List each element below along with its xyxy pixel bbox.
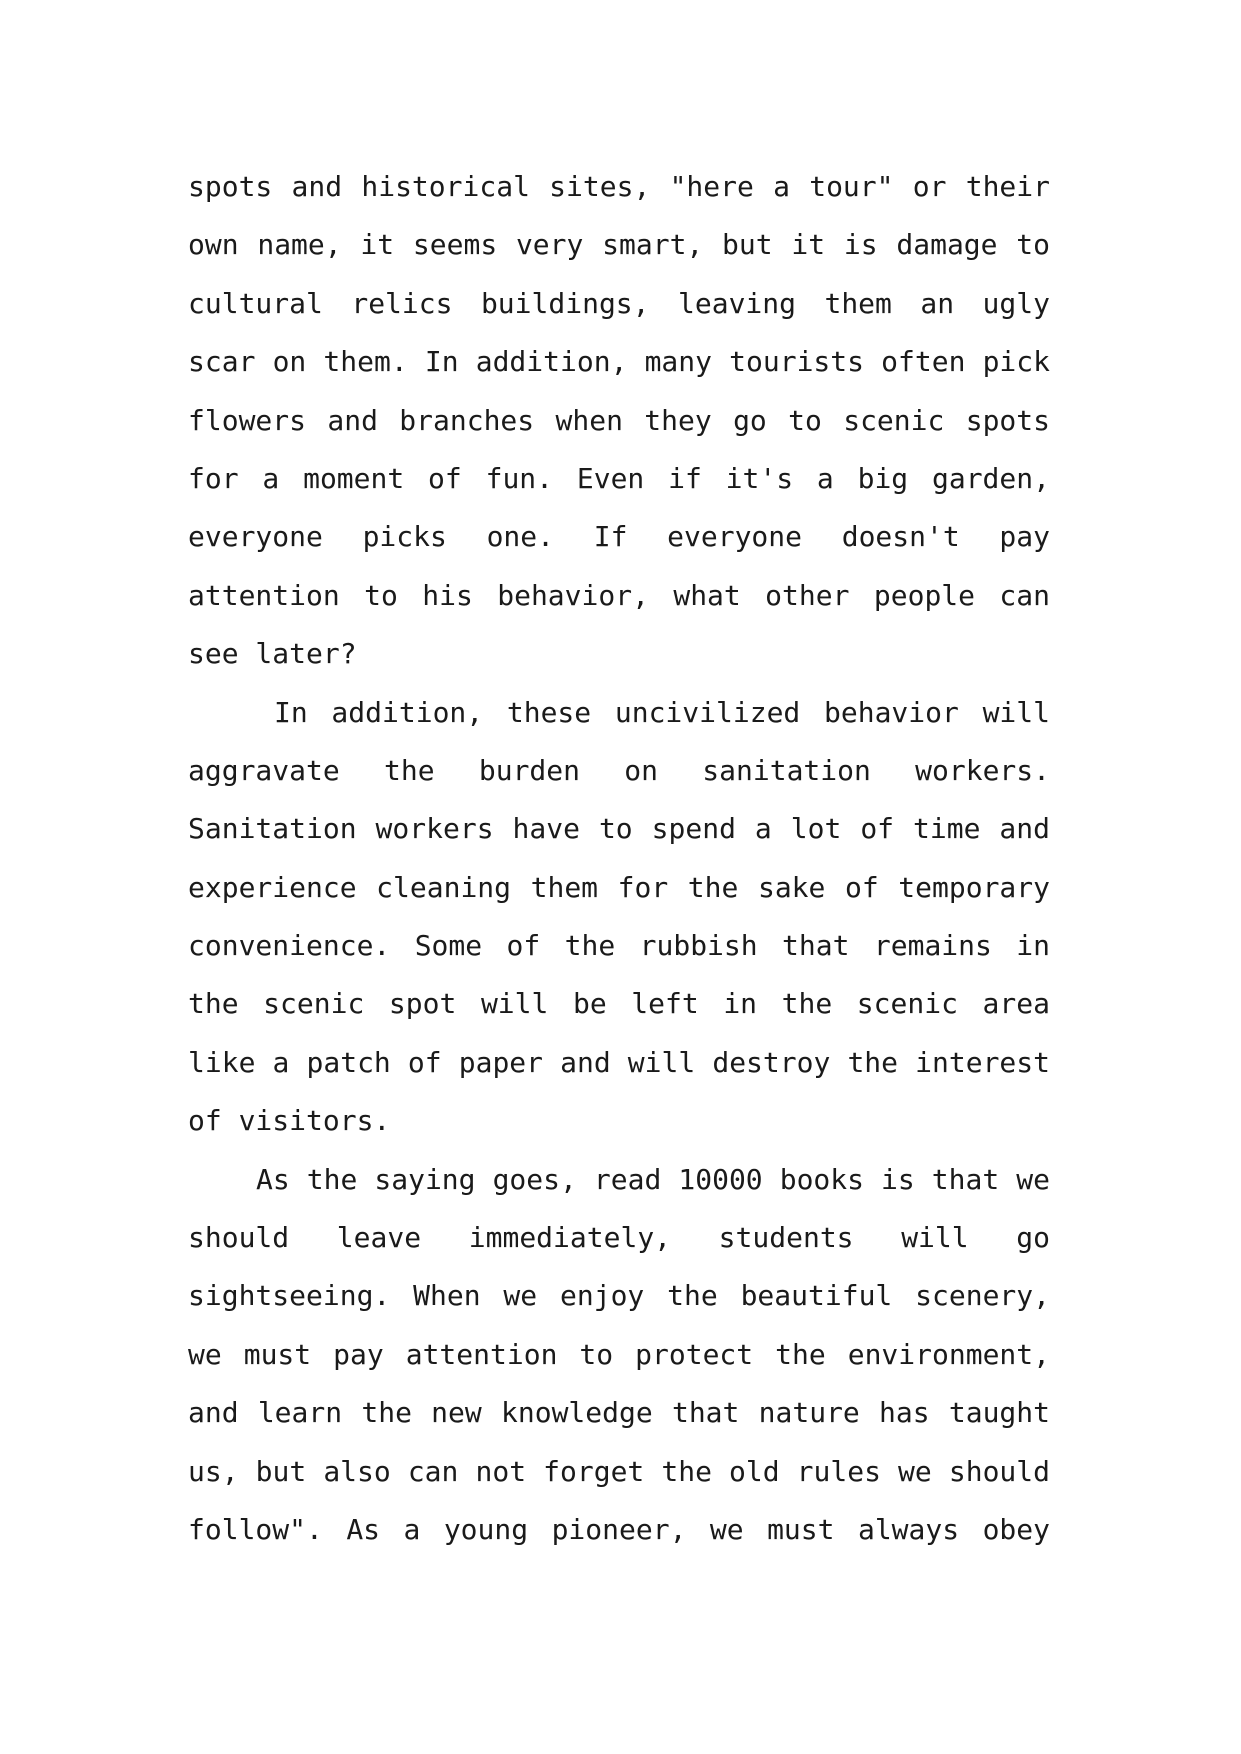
text-line: us, but also can not forget the old rules we should (188, 1454, 1050, 1488)
text-line: of visitors. (188, 1104, 391, 1138)
text-line: the scenic spot will be left in the scenic area (188, 987, 1050, 1021)
text-line: experience cleaning them for the sake of temporary (188, 870, 1050, 904)
text-line: follow". As a young pioneer, we must always obey (188, 1512, 1050, 1546)
text-line: like a patch of paper and will destroy the interest (188, 1045, 1050, 1079)
text-line: convenience. Some of the rubbish that remains in (188, 929, 1050, 963)
text-line: As the saying goes, read 10000 books is that we (256, 1162, 1050, 1196)
text-line: and learn the new knowledge that nature has taught (188, 1396, 1050, 1430)
text-line: for a moment of fun. Even if it's a big garden, (188, 461, 1050, 495)
text-line: attention to his behavior, what other people can (188, 578, 1050, 612)
text-line: spots and historical sites, "here a tour" or their (188, 170, 1050, 203)
text-line: own name, it seems very smart, but it is damage to (188, 228, 1050, 262)
text-line: aggravate the burden on sanitation workers. (188, 753, 1050, 787)
text-line: should leave immediately, students will go (188, 1221, 1050, 1255)
body-text (188, 158, 1050, 1559)
text-line: everyone picks one. If everyone doesn't pay (188, 520, 1050, 554)
text-line: cultural relics buildings, leaving them an ugly (188, 286, 1050, 320)
text-line: see later? (188, 637, 357, 671)
text-line: Sanitation workers have to spend a lot of time and (188, 812, 1050, 846)
text-line: In addition, these uncivilized behavior will (274, 695, 1050, 729)
text-line: we must pay attention to protect the environment, (188, 1337, 1050, 1371)
text-line: scar on them. In addition, many tourists often pick (188, 345, 1050, 379)
text-line: flowers and branches when they go to scenic spots (188, 403, 1050, 437)
text-line: sightseeing. When we enjoy the beautiful scenery, (188, 1279, 1050, 1313)
